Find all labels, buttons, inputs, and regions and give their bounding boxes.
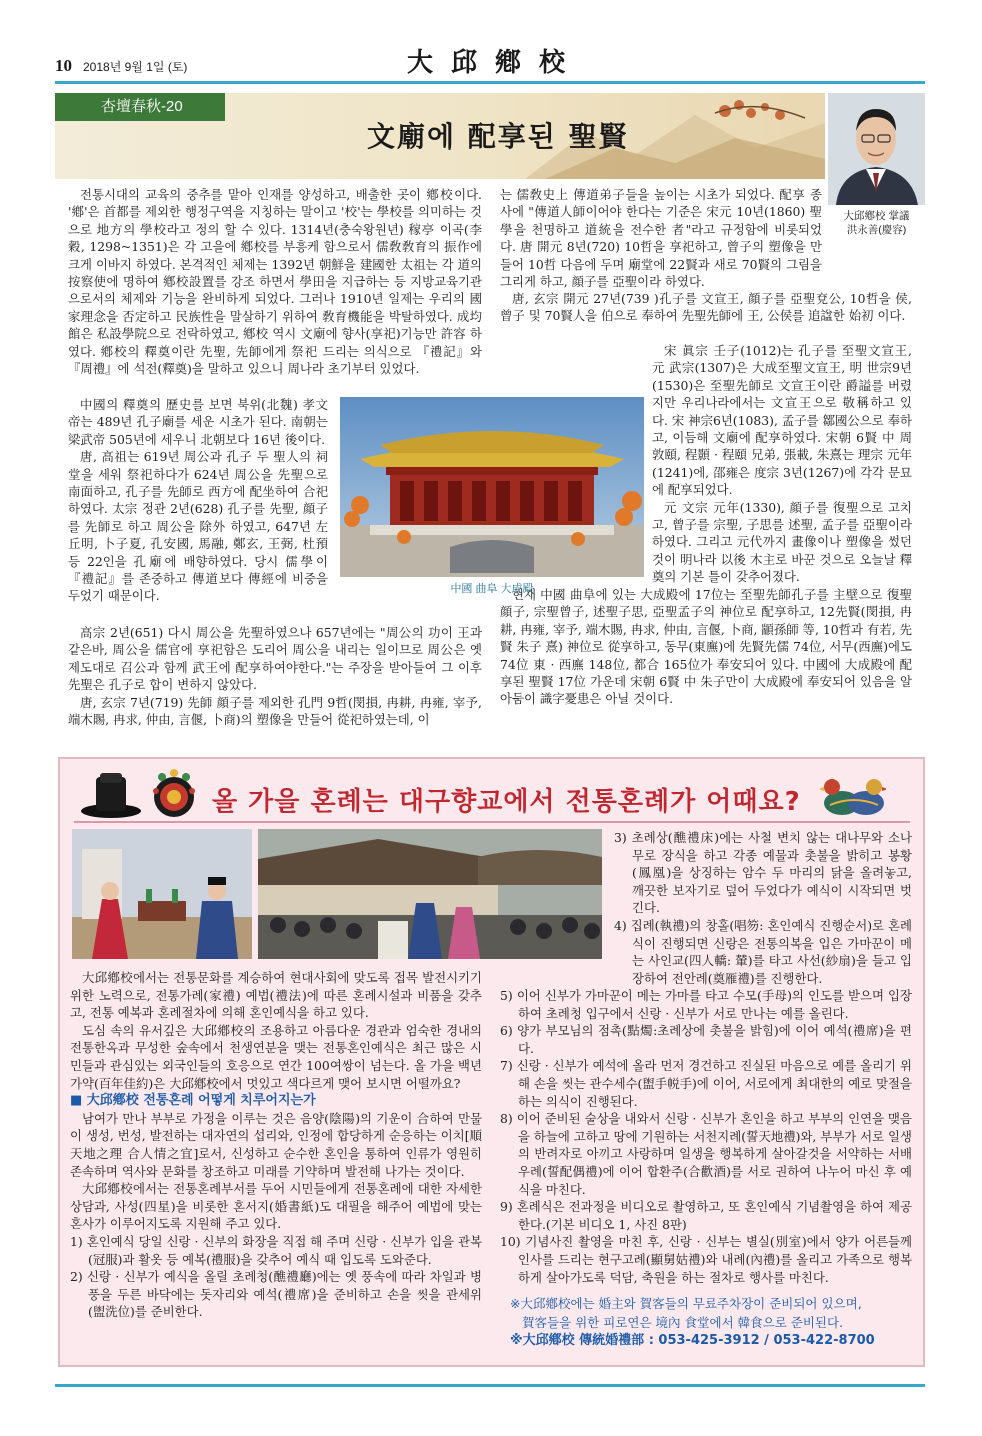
wedding-steps-right: [500, 987, 912, 1286]
wedding-promo-box: [58, 757, 925, 1367]
notice-reception: 賀客들을 위한 피로연은 境內 食堂에서 韓食으로 준비된다.: [522, 1315, 844, 1331]
article-paragraph: 전통시대의 교육의 중추를 맡아 인재를 양성하고, 배출한 곳이 鄕校이다. '鄕'은 首都를 제외한 행정구역을 지칭하는 말이고 '校'는 學校를 의미하는 것으로 地方의 學校라고 정의 할 수 있다. 1314년(충숙왕원년) 稼亭 이곡(李穀, 1298~1351)은 각 고을에 鄕校를 부흥케 함으로서 儒敎敎育의 振作에 크게 이바지 하였다. 본격적인 체제는 1392년 朝鮮을 建國한 太祖는 각 道의 按察使에 명하여 鄕校設置를 강조 하면서 學田을 지급하는 등 지방교육기관으로서의 체제와 기능을 완비하게 되었다. 그러나 1910년 일제는 우리의 國家理念을 否定하고 民族性을 말살하기 위하여 敎育機能을 박탈하였다. 成均館은 私設學院으로 전락하였고, 鄕校 역시 文廟에 향사(享祀)기능만 許容 하였다. 鄕校의 釋奠이란 先聖, 先師에게 祭祀 드리는 의식으로 『禮記』와 『周禮』에 석전(釋奠)을 말하고 있으니 周나라 초기부터 있었다.: [68, 187, 482, 377]
author-photo: [828, 93, 925, 205]
wedding-paragraph: 남여가 만나 부부로 가정을 이루는 것은 음양(陰陽)의 기운이 合하여 만물이 생성, 번성, 발전하는 대자연의 섭리와, 인정에 합당하게 순응하는 이치[順天地之理 合人情之宜]로서, 신성하고 순수한 혼인을 통하여 인류가 영원히 존속하며 역사와 문화를 창조하고 미래를 기약하며 발전해 나가는 것이다.: [70, 1110, 482, 1179]
wedding-step: 10) 기념사진 촬영을 마친 후, 신랑 · 신부는 별실(別室)에서 양가 어른들께 인사를 드리는 현구고례(顯舅姑禮)와 내례(內禮)를 올리고 가족으로 행복하게 살아가도록 덕담, 축원을 하는 절차로 행사를 마친다.: [500, 1234, 912, 1285]
author-caption: [828, 209, 925, 237]
article-banner: [55, 93, 825, 179]
bride-crown-icon: [148, 767, 200, 821]
notice-parking: ※大邱鄕校에는 婚主와 賀客들의 무료주차장이 준비되어 있으며,: [510, 1296, 862, 1312]
author-title: 大邱鄕校 掌議: [843, 210, 910, 222]
wedding-column-left: [70, 969, 482, 1321]
issue-date: 2018년 9월 1일 (토): [83, 60, 188, 74]
wedding-step: 2) 신랑 · 신부가 예식을 올릴 초례청(醮禮廳)에는 옛 풍속에 따라 차일과 병풍을 두른 바닥에는 돗자리와 예석(禮席)을 준비하고 손을 씻을 관세위(盥洗位)를 준비한다.: [70, 1269, 482, 1320]
wedding-photo-ceremony: [258, 829, 602, 959]
article-paragraph: 中國의 釋奠의 歷史를 보면 북위(北魏) 孝文帝는 489년 孔子廟를 세운 시초가 된다. 南朝는 梁武帝 505년에 세우니 北朝보다 16년 後이다.: [68, 397, 328, 447]
wedding-step: 9) 혼례식은 전과정을 비디오로 촬영하고, 또 혼인예식 기념촬영을 하여 제공한다.(기본 비디오 1, 사진 8판): [500, 1199, 912, 1232]
mandarin-duck-icon: [820, 769, 886, 819]
article-column-2d: [500, 586, 912, 708]
wedding-step: 5) 이어 신부가 가마꾼이 메는 가마를 타고 수모(手母)의 인도를 받으며 입장하여 초례청 입구에서 신랑 · 신부가 서로 만나는 예를 올린다.: [500, 988, 912, 1021]
gat-hat-icon: [80, 771, 142, 819]
wedding-step: 4) 집례(執禮)의 창홀(唱笏: 혼인예식 진행순서)로 혼례식이 진행되면 신랑은 전통의복을 입은 가마꾼이 메는 사인교(四人轎: 輦)를 타고 사선(紗扇)을 들고 입장하여 전안례(奠雁禮)를 진행한다.: [614, 917, 912, 986]
wedding-header: [60, 759, 923, 829]
article-paragraph: 唐, 玄宗 開元 27년(739 )孔子를 文宣王, 顔子를 亞聖兗公, 10哲을 侯, 曾子 및 70賢人을 伯으로 奉하여 先聖先師에 王, 公侯를 追諡한 始初 이다.: [500, 291, 912, 324]
wedding-paragraph: 도심 속의 유서깊은 大邱鄕校의 조용하고 아름다운 경관과 엄숙한 경내의 전통한옥과 무성한 숲속에서 천생연분을 맺는 전통혼인예식은 최근 많은 시민들과 관심있는 외국인들의 호응으로 연간 100여쌍이 넘는다. 올 가을 백년가약(百年佳約)은 大邱鄕校에서 멋있고 색다르게 맺어 보시면 어떨까요?: [70, 1022, 482, 1091]
page-header: [55, 40, 925, 82]
article-column-1a: [68, 186, 482, 377]
article-paragraph: 唐, 高祖는 619년 周公과 孔子 두 聖人의 祠堂을 세워 祭祀하다가 624년 周公을 先聖으로 南面하고, 孔子를 先師로 西方에 配坐하여 合祀하였다. 太宗 정관 2년(628) 孔子를 先聖, 顔子를 先師로 하고 周公을 除外 하였고, 647년 左丘明, 卜子夏, 孔安國, 馬融, 鄭玄, 王弼, 杜預 등 22인을 孔廟에 배향하였다. 당시 儒學이 『禮記』를 존중하고 傳道보다 傳經에 비중을 두었기 때문이다.: [68, 449, 328, 604]
article-title: 文廟에 配享된 聖賢: [367, 120, 629, 153]
wedding-steps-left: [70, 1233, 482, 1321]
wedding-paragraph: 大邱鄕校에서는 전통혼례부서를 두어 시민들에게 전통혼례에 대한 자세한 상담과, 사성(四星)을 비롯한 혼서지(婚書紙)도 대필을 해주어 예법에 맞는 혼사가 이루어지도록 지원해 주고 있다.: [70, 1181, 482, 1232]
photo-caption: 中國 曲阜 大成殿: [450, 583, 534, 595]
author-name: 洪永善(慶容): [846, 224, 907, 236]
masthead: 大邱鄕校: [406, 48, 583, 78]
article-column-2c: [652, 342, 912, 586]
wedding-notice: [500, 1294, 912, 1350]
article-column-2a: [500, 186, 822, 290]
wedding-step: 8) 이어 준비된 술상을 내와서 신랑 · 신부가 혼인을 하고 부부의 인연을 맺음을 하늘에 고하고 땅에 기원하는 서천지례(誓天地禮)와, 부부가 서로 일생의 반려자로 아끼고 사랑하며 일생을 행복하게 살아갈것을 서약하는 서배우례(誓配偶禮)에 이어 합환주(合歡酒)를 서로 권하여 나누어 마신 후 예식을 마친다.: [500, 1111, 912, 1197]
article-column-1c: [68, 624, 482, 728]
wedding-paragraph: 大邱鄕校에서는 전통문화를 계승하여 현대사회에 맞도록 접목 발전시키기 위한 노력으로, 전통가례(家禮) 예법(禮法)에 따른 혼례시설과 비품을 갖추고, 전통 예복과 혼례절차에 의해 혼인예식을 하고 있다.: [70, 970, 482, 1021]
article-paragraph: 宋 眞宗 壬子(1012)는 孔子를 至聖文宣王, 元 武宗(1307)은 大成至聖文宣王, 明 世宗9년(1530)은 至聖先師로 文宣王이란 爵謚를 버렸지만 우리나라에서는 文宣王으로 敬稱하고 있다. 宋 神宗6년(1083), 孟子를 鄒國公으로 奉하고, 이듬해 文廟에 配享하였다. 宋朝 6賢 中 周敦頤, 程顥 · 程頤 兄弟, 張載, 朱熹는 理宗 元年(1241)에, 邵雍은 度宗 3년(1267)에 각각 문묘에 配享되었다.: [652, 343, 912, 498]
article-paragraph: 唐, 玄宗 7년(719) 先師 顔子를 제외한 孔門 9哲(閔損, 冉耕, 冉雍, 宰予, 端木賜, 冉求, 仲由, 言偃, 卜商)의 塑像을 만들어 從祀하였는데, 이: [68, 694, 482, 728]
wedding-column-right: [500, 987, 912, 1350]
article-paragraph: 는 儒敎史上 傳道弟子들을 높이는 시초가 되었다. 配享 종사에 "傳道人師이어야 한다는 기준은 宋元 10년(1860) 聖學을 천명하고 道統을 전수한 者"라고 규정함에 비롯되었다. 唐 開元 8년(720) 10哲을 享祀하고, 曾子의 塑像을 만들어 10哲 다음에 두며 廟堂에 22賢과 새로 70賢의 그림을 그리게 하고, 顔子를 亞聖이라 하였다.: [500, 187, 822, 290]
article-paragraph: 高宗 2년(651) 다시 周公을 先聖하였으나 657년에는 "周公의 功이 王과 같은바, 周公을 儒官에 享祀함은 도리어 周公을 내리는 일이므로 周公은 옛 제도대로 召公과 함께 武王에 配享하여야한다."는 주장을 받아들여 그 이후 先聖은 孔子로 합이 변하지 않았다.: [68, 625, 482, 693]
wedding-header-rule: [74, 821, 910, 823]
wedding-step: 7) 신랑 · 신부가 예석에 올라 먼저 경건하고 진실된 마음으로 예를 올리기 위해 손을 씻는 관수세수(盥手帨手)에 이어, 서로에게 최대한의 예로 맞절을 하는 의식이 진행된다.: [500, 1058, 912, 1109]
wedding-steps-right-top: [614, 829, 912, 987]
series-tag: 杏壇春秋-20: [55, 93, 225, 121]
wedding-step: 1) 혼인예식 당일 신랑 · 신부의 화장을 직접 해 주며 신랑 · 신부가 입을 관복(冠服)과 활옷 등 예복(禮服)을 갖추어 예식 때 입도록 도와준다.: [70, 1233, 482, 1267]
article-column-2b: [500, 290, 912, 325]
wedding-step: 3) 초례상(醮禮床)에는 사철 변치 않는 대나무와 소나무로 장식을 하고 각종 예물과 촛불을 밝히고 봉황(鳳凰)을 상징하는 암수 두 마리의 닭을 올려놓고, 깨끗한 보자기로 덮어 두었다가 예식이 시작되면 벗긴다.: [614, 830, 912, 916]
header-rule: [55, 81, 925, 84]
contact-phone: ※大邱鄕校 傳統婚禮部 : 053-425-3912 / 053-422-8700: [510, 1333, 875, 1349]
wedding-title: 올 가을 혼례는 대구향교에서 전통혼례가 어때요?: [212, 787, 801, 817]
wedding-step: 6) 양가 부모님의 점촉(點燭:초례상에 촛불을 밝힘)에 이어 예석(禮席)을 편다.: [500, 1023, 912, 1056]
article-column-1b: [68, 396, 328, 605]
article-paragraph: 元 文宗 元年(1330), 顔子를 復聖으로 고치고, 曾子를 宗聖, 子思를 述聖, 孟子를 亞聖이라 하였다. 그리고 元代까지 畫像이나 塑像을 썼던 것이 明나라 以後 木主로 바꾼 것으로 오늘날 釋奠의 기본 틀이 갖추어졌다.: [652, 499, 912, 585]
wedding-column-right-top: [614, 829, 912, 987]
article-paragraph: 현재 中國 曲阜에 있는 大成殿에 17位는 至聖先師孔子를 主壁으로 復聖顔子, 宗聖曾子, 述聖子思, 亞聖孟子의 神位로 配享하고, 12先賢(閔損, 冉耕, 冉雍, 宰予, 端木賜, 冉求, 仲由, 言偃, 卜商, 顓孫師 等, 10哲과 有若, 先賢 朱子 熹) 神位로 從享하고, 동무(東廡)에 先賢先儒 74位, 서무(西廡)에도 74位 東 · 西廡 148位, 都合 165位가 奉安되어 있다. 中國에 大成殿에 配享된 聖賢 17位 가운데 宋朝 6賢 中 朱子만이 大成殿에 奉安되어 있음을 알아둠이 識字憂患은 아닐 것이다.: [500, 587, 912, 707]
page-number: 10: [55, 56, 72, 75]
wedding-subhead: ■ 大邱鄕校 전통혼례 어떻게 치루어지는가: [70, 1093, 316, 1109]
wedding-photo-couple: [72, 829, 252, 959]
footer-rule: [55, 1384, 925, 1387]
dacheng-hall-photo: [340, 397, 644, 577]
